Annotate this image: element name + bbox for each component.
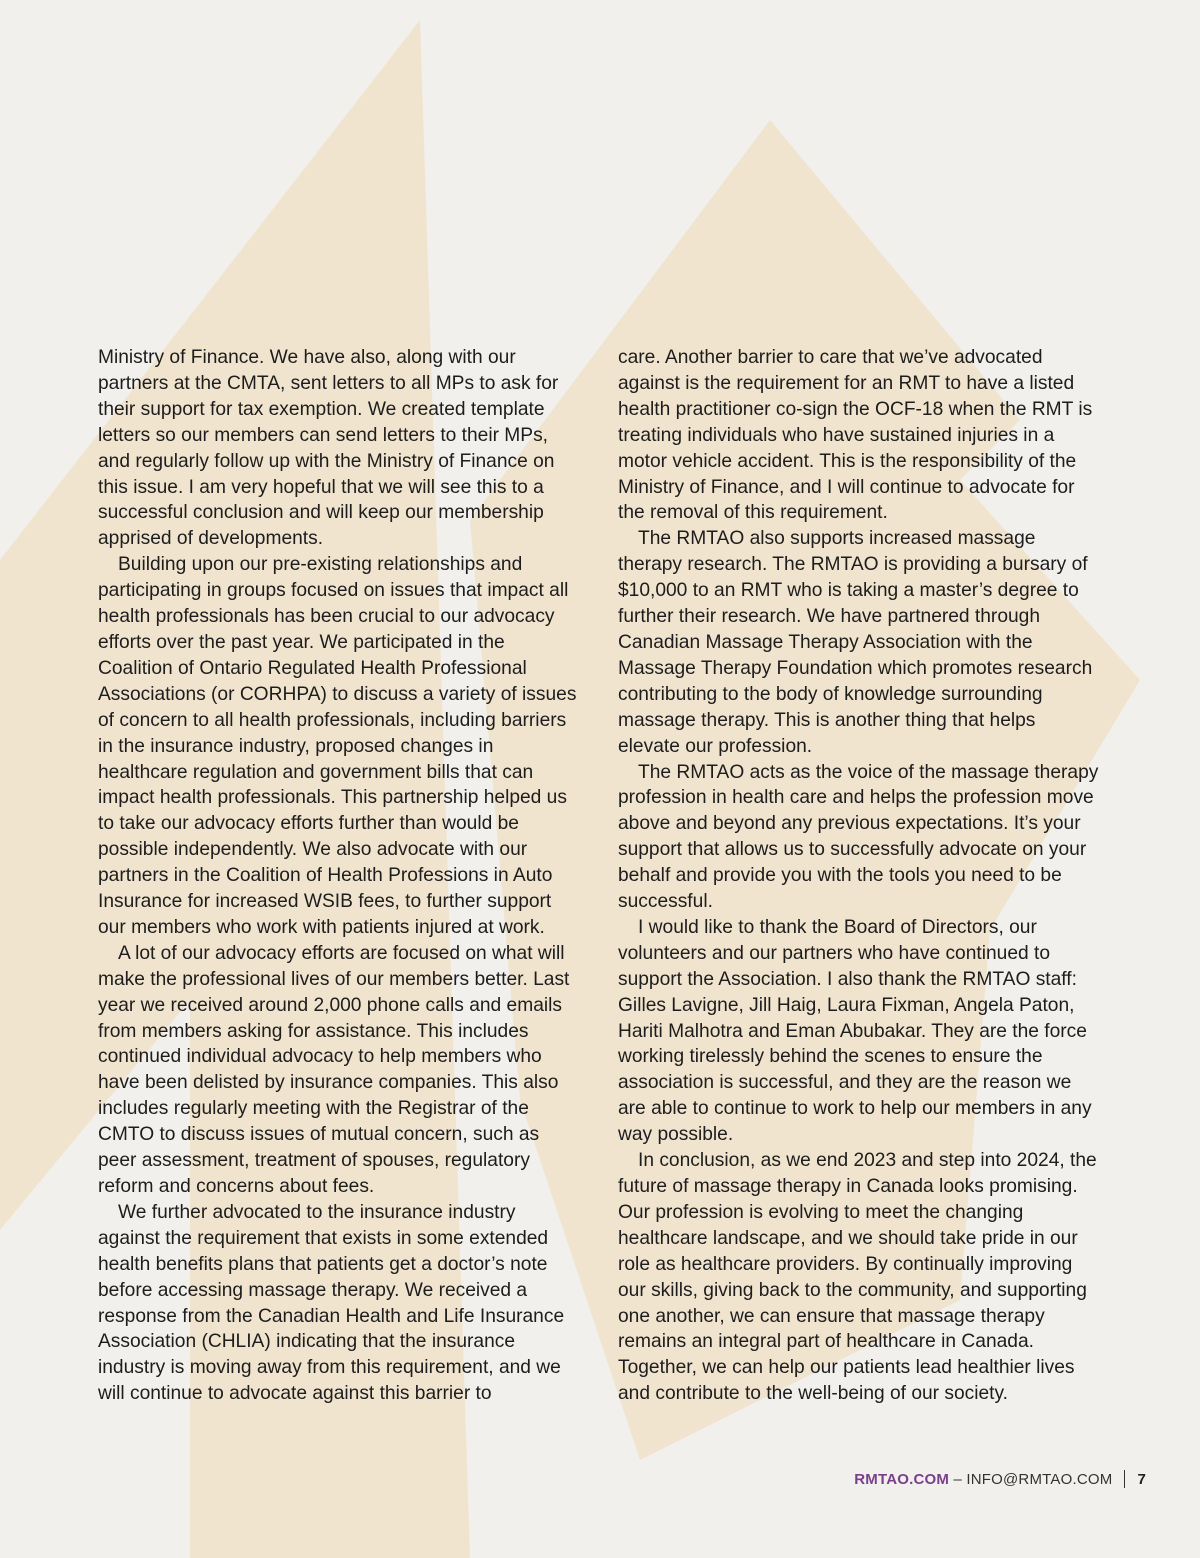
email-link[interactable]: INFO@RMTAO.COM bbox=[966, 1470, 1113, 1488]
footer-divider bbox=[1124, 1470, 1125, 1488]
paragraph: care. Another barrier to care that we’ve advocated against is the requirement for an RMT to have a listed health practitioner co-sign the OCF-18 when the RMT is treating individuals who have sustained injuries in a motor vehicle accident. This is the responsibility of the Ministry of Finance, and I will continue to advocate for the removal of this requirement. bbox=[618, 347, 1093, 524]
website-link[interactable]: RMTAO.COM bbox=[854, 1470, 950, 1488]
paragraph: I would like to thank the Board of Directors, our volunteers and our partners who have continued to support the Association. I also thank the RMTAO staff: Gilles Lavigne, Jill Haig, Laura Fixman, Angela Paton, Hariti Malhotra and Eman Abubakar. They are the force working tirelessly behind the scenes to ensure the association is successful, and they are the reason we are able to continue to work to help our members in any way possible. bbox=[618, 916, 1092, 1146]
paragraph: A lot of our advocacy efforts are focused on what will make the professional lives of our members better. Last year we received around 2,000 phone calls and emails from members asking for assistance. This includes continued individual advocacy to help members who have been delisted by insurance companies. This also includes regularly meeting with the Registrar of the CMTO to discuss issues of mutual concern, such as peer assessment, treatment of spouses, regulatory reform and concerns about fees. bbox=[98, 942, 570, 1197]
paragraph: We further advocated to the insurance industry against the requirement that exists in some extended health benefits plans that patients get a doctor’s note before accessing massage therapy. We received a response from the Canadian Health and Life Insurance Association (CHLIA) indicating that the insurance industry is moving away from this requirement, and we will continue to advocate against this barrier to bbox=[98, 1201, 565, 1405]
paragraph: The RMTAO also supports increased massage therapy research. The RMTAO is providing a bursary of $10,000 to an RMT who is taking a master’s degree to further their research. We have partnered through Canadian Massage Therapy Association with the Massage Therapy Foundation which promotes research contributing to the body of knowledge surrounding massage therapy. This is another thing that helps elevate our profession. bbox=[618, 528, 1093, 757]
paragraph: The RMTAO acts as the voice of the massage therapy profession in health care and helps the profession move above and beyond any previous expectations. It’s your support that allows us to successfully advocate on your behalf and provide you with the tools you need to be successful. bbox=[618, 761, 1099, 913]
right-text-column bbox=[618, 345, 1102, 1407]
left-text-column bbox=[98, 345, 582, 1407]
paragraph: In conclusion, as we end 2023 and step into 2024, the future of massage therapy in Canada looks promising. Our profession is evolving to meet the changing healthcare landscape, and we should take pride in our role as healthcare providers. By continually improving our skills, giving back to the community, and supporting one another, we can ensure that massage therapy remains an integral part of healthcare in Canada. Together, we can help our patients lead healthier lives and contribute to the well-being of our society. bbox=[618, 1150, 1097, 1405]
paragraph: Ministry of Finance. We have also, along with our partners at the CMTA, sent letters to all MPs to ask for their support for tax exemption. We created template letters so our members can send letters to their MPs, and regularly follow up with the Ministry of Finance on this issue. I am very hopeful that we will see this to a successful conclusion and will keep our membership apprised of developments. bbox=[98, 347, 559, 550]
paragraph: Building upon our pre-existing relationships and participating in groups focused on issues that impact all health professionals has been crucial to our advocacy efforts over the past year. We participated in the Coalition of Ontario Regulated Health Professional Associations (or CORHPA) to discuss a variety of issues of concern to all health professionals, including barriers in the insurance industry, proposed changes in healthcare regulation and government bills that can impact health professionals. This partnership helped us to take our advocacy efforts further than would be possible independently. We also advocate with our partners in the Coalition of Health Professions in Auto Insurance for increased WSIB fees, to further support our members who work with patients injured at work. bbox=[98, 554, 577, 938]
footer-dash: – bbox=[949, 1470, 967, 1488]
page-number: 7 bbox=[1137, 1470, 1146, 1488]
page-footer bbox=[854, 1470, 1146, 1488]
